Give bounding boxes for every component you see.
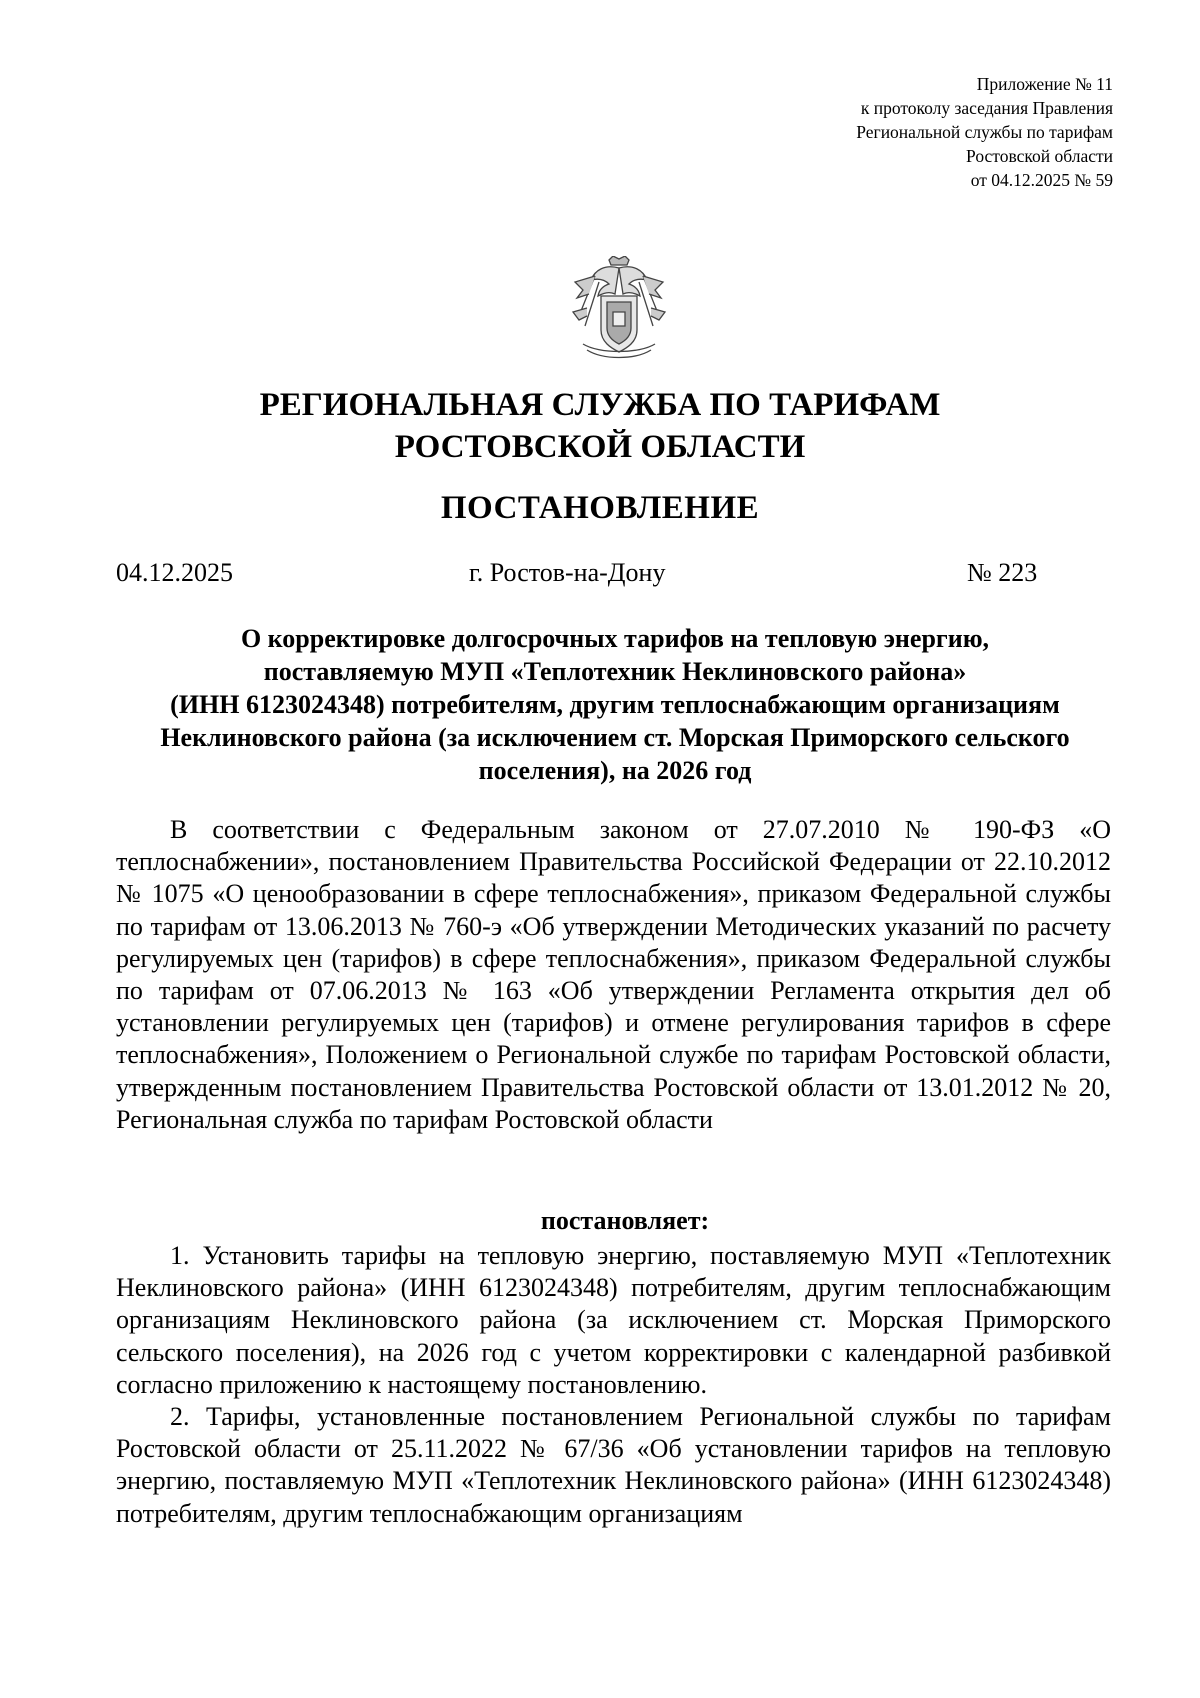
subject-line: Неклиновского района (за исключением ст. Морская Приморского сельского bbox=[160, 723, 1070, 752]
document-date: 04.12.2025 bbox=[116, 558, 233, 587]
document-number: № 223 bbox=[967, 558, 1038, 587]
appendix-note bbox=[693, 72, 1113, 192]
preamble-paragraph: В соответствии с Федеральным законом от 27.07.2010 № 190-ФЗ «О теплоснабжении», постановлением Правительства Российской Федерации от 22.10.2012 № 1075 «О ценообразовании в сфере теплоснабжения», приказом Федеральной службы по тарифам от 13.06.2013 № 760-э «Об утверждении Методических указаний по расчету регулируемых цен (тарифов) в сфере теплоснабжения», приказом Федеральной службы по тарифам от 07.06.2013 № 163 «Об утверждении Регламента открытия дел об установлении регулируемых цен (тарифов) и отмене регулирования тарифов в сфере теплоснабжения», Положением о Региональной службе по тарифам Ростовской области, утвержденным постановлением Правительства Ростовской области от 13.01.2012 № 20, Региональная служба по тарифам Ростовской области bbox=[116, 815, 1111, 1134]
subject-line: О корректировке долгосрочных тарифов на тепловую энергию, bbox=[240, 624, 990, 653]
subject-line: поселения), на 2026 год bbox=[478, 756, 752, 785]
resolves-heading: постановляет: bbox=[540, 1206, 710, 1235]
resolution-item-2: 2. Тарифы, установленные постановлением Региональной службы по тарифам Ростовской области от 25.11.2022 № 67/36 «Об установлении тарифов на тепловую энергию, поставляемую МУП «Теплотехник Неклиновского района» (ИНН 6123024348) потребителям, другим теплоснабжающим организациям bbox=[116, 1402, 1111, 1528]
appendix-line: от 04.12.2025 № 59 bbox=[970, 170, 1113, 190]
appendix-line: к протоколу заседания Правления bbox=[860, 98, 1113, 118]
document-subject bbox=[110, 622, 1120, 787]
resolution-items bbox=[116, 1240, 1111, 1530]
document-city: г. Ростов-на-Дону bbox=[469, 558, 666, 587]
document-type: ПОСТАНОВЛЕНИЕ bbox=[440, 490, 760, 526]
coat-of-arms-icon bbox=[565, 256, 673, 360]
appendix-line: Приложение № 11 bbox=[976, 74, 1113, 94]
organization-name-line: РЕГИОНАЛЬНАЯ СЛУЖБА ПО ТАРИФАМ bbox=[259, 387, 941, 423]
appendix-line: Региональной службы по тарифам bbox=[856, 122, 1113, 142]
resolution-item-1: 1. Установить тарифы на тепловую энергию, поставляемую МУП «Теплотехник Неклиновского района» (ИНН 6123024348) потребителям, другим теплоснабжающим организациям Неклиновского района (за исключением ст. Морская Приморского сельского поселения), на 2026 год с учетом корректировки с календарной разбивкой согласно приложению к настоящему постановлению. bbox=[116, 1241, 1111, 1399]
organization-name bbox=[0, 384, 1200, 468]
subject-line: (ИНН 6123024348) потребителям, другим теплоснабжающим организациям bbox=[170, 690, 1060, 719]
appendix-line: Ростовской области bbox=[966, 146, 1113, 166]
preamble bbox=[116, 814, 1111, 1136]
subject-line: поставляемую МУП «Теплотехник Неклиновского района» bbox=[263, 657, 967, 686]
organization-name-line: РОСТОВСКОЙ ОБЛАСТИ bbox=[394, 429, 806, 465]
